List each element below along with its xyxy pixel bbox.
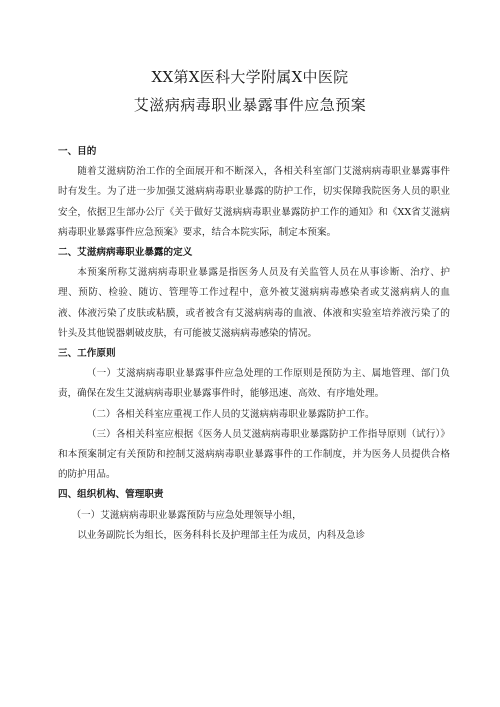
section-heading-definition: 二、艾滋病病毒职业暴露的定义 xyxy=(58,247,193,259)
document-body xyxy=(58,142,450,546)
document-title: 艾滋病病毒职业暴露事件应急预案 xyxy=(133,96,367,114)
paragraph-organization-1: （一）艾滋病病毒职业暴露预防与应急处理领导小组， xyxy=(71,509,302,521)
hospital-name-title: XX第X医科大学附属X中医院 xyxy=(151,68,349,86)
paragraph-principle-2: （二）各相关科室应重视工作人员的艾滋病病毒职业暴露防护工作。 xyxy=(86,408,375,420)
paragraph-principle-3: （三）各相关科室应根据《医务人员艾滋病病毒职业暴露防护工作指导原则（试行）》和本预案制定有关预防和控制艾滋病病毒职业暴露事件的工作制度，并为医务人员提供合格的防护用品。 xyxy=(58,428,450,481)
section-heading-purpose: 一、目的 xyxy=(58,146,97,157)
paragraph-organization-2: 以业务副院长为组长，医务科科长及护理部主任为成员，内科及急诊 xyxy=(77,529,365,541)
paragraph-principle-1: （一）艾滋病病毒职业暴露事件应急处理的工作原则是预防为主、属地管理、部门负责，确保在发生艾滋病病毒职业暴露事件时，能够迅速、高效、有序地处理。 xyxy=(58,368,450,400)
section-heading-organization: 四、组织机构、管理职责 xyxy=(58,489,164,501)
paragraph-purpose: 随着艾滋病防治工作的全面展开和不断深入，各相关科室部门艾滋病病毒职业暴露事件时有发生。为了进一步加强艾滋病病毒职业暴露的防护工作，切实保障我院医务人员的职业安全，依据卫生部办公厅《关于做好艾滋病病毒职业暴露防护工作的通知》和《XX省艾滋病病毒职业暴露事件应急预案》要求，结合本院实际，制定本预案。 xyxy=(58,166,450,238)
section-heading-principles: 三、工作原则 xyxy=(58,348,116,360)
paragraph-definition: 本预案所称艾滋病病毒职业暴露是指医务人员及有关监管人员在从事诊断、治疗、护理、预防、检验、随访、管理等工作过程中，意外被艾滋病病毒感染者或艾滋病病人的血液、体液污染了皮肤或粘膜，或者被含有艾滋病病毒的血液、体液和实验室培养液污染了的针头及其他锐器刺破皮肤，有可能被艾滋病病毒感染的情况。 xyxy=(58,267,450,339)
